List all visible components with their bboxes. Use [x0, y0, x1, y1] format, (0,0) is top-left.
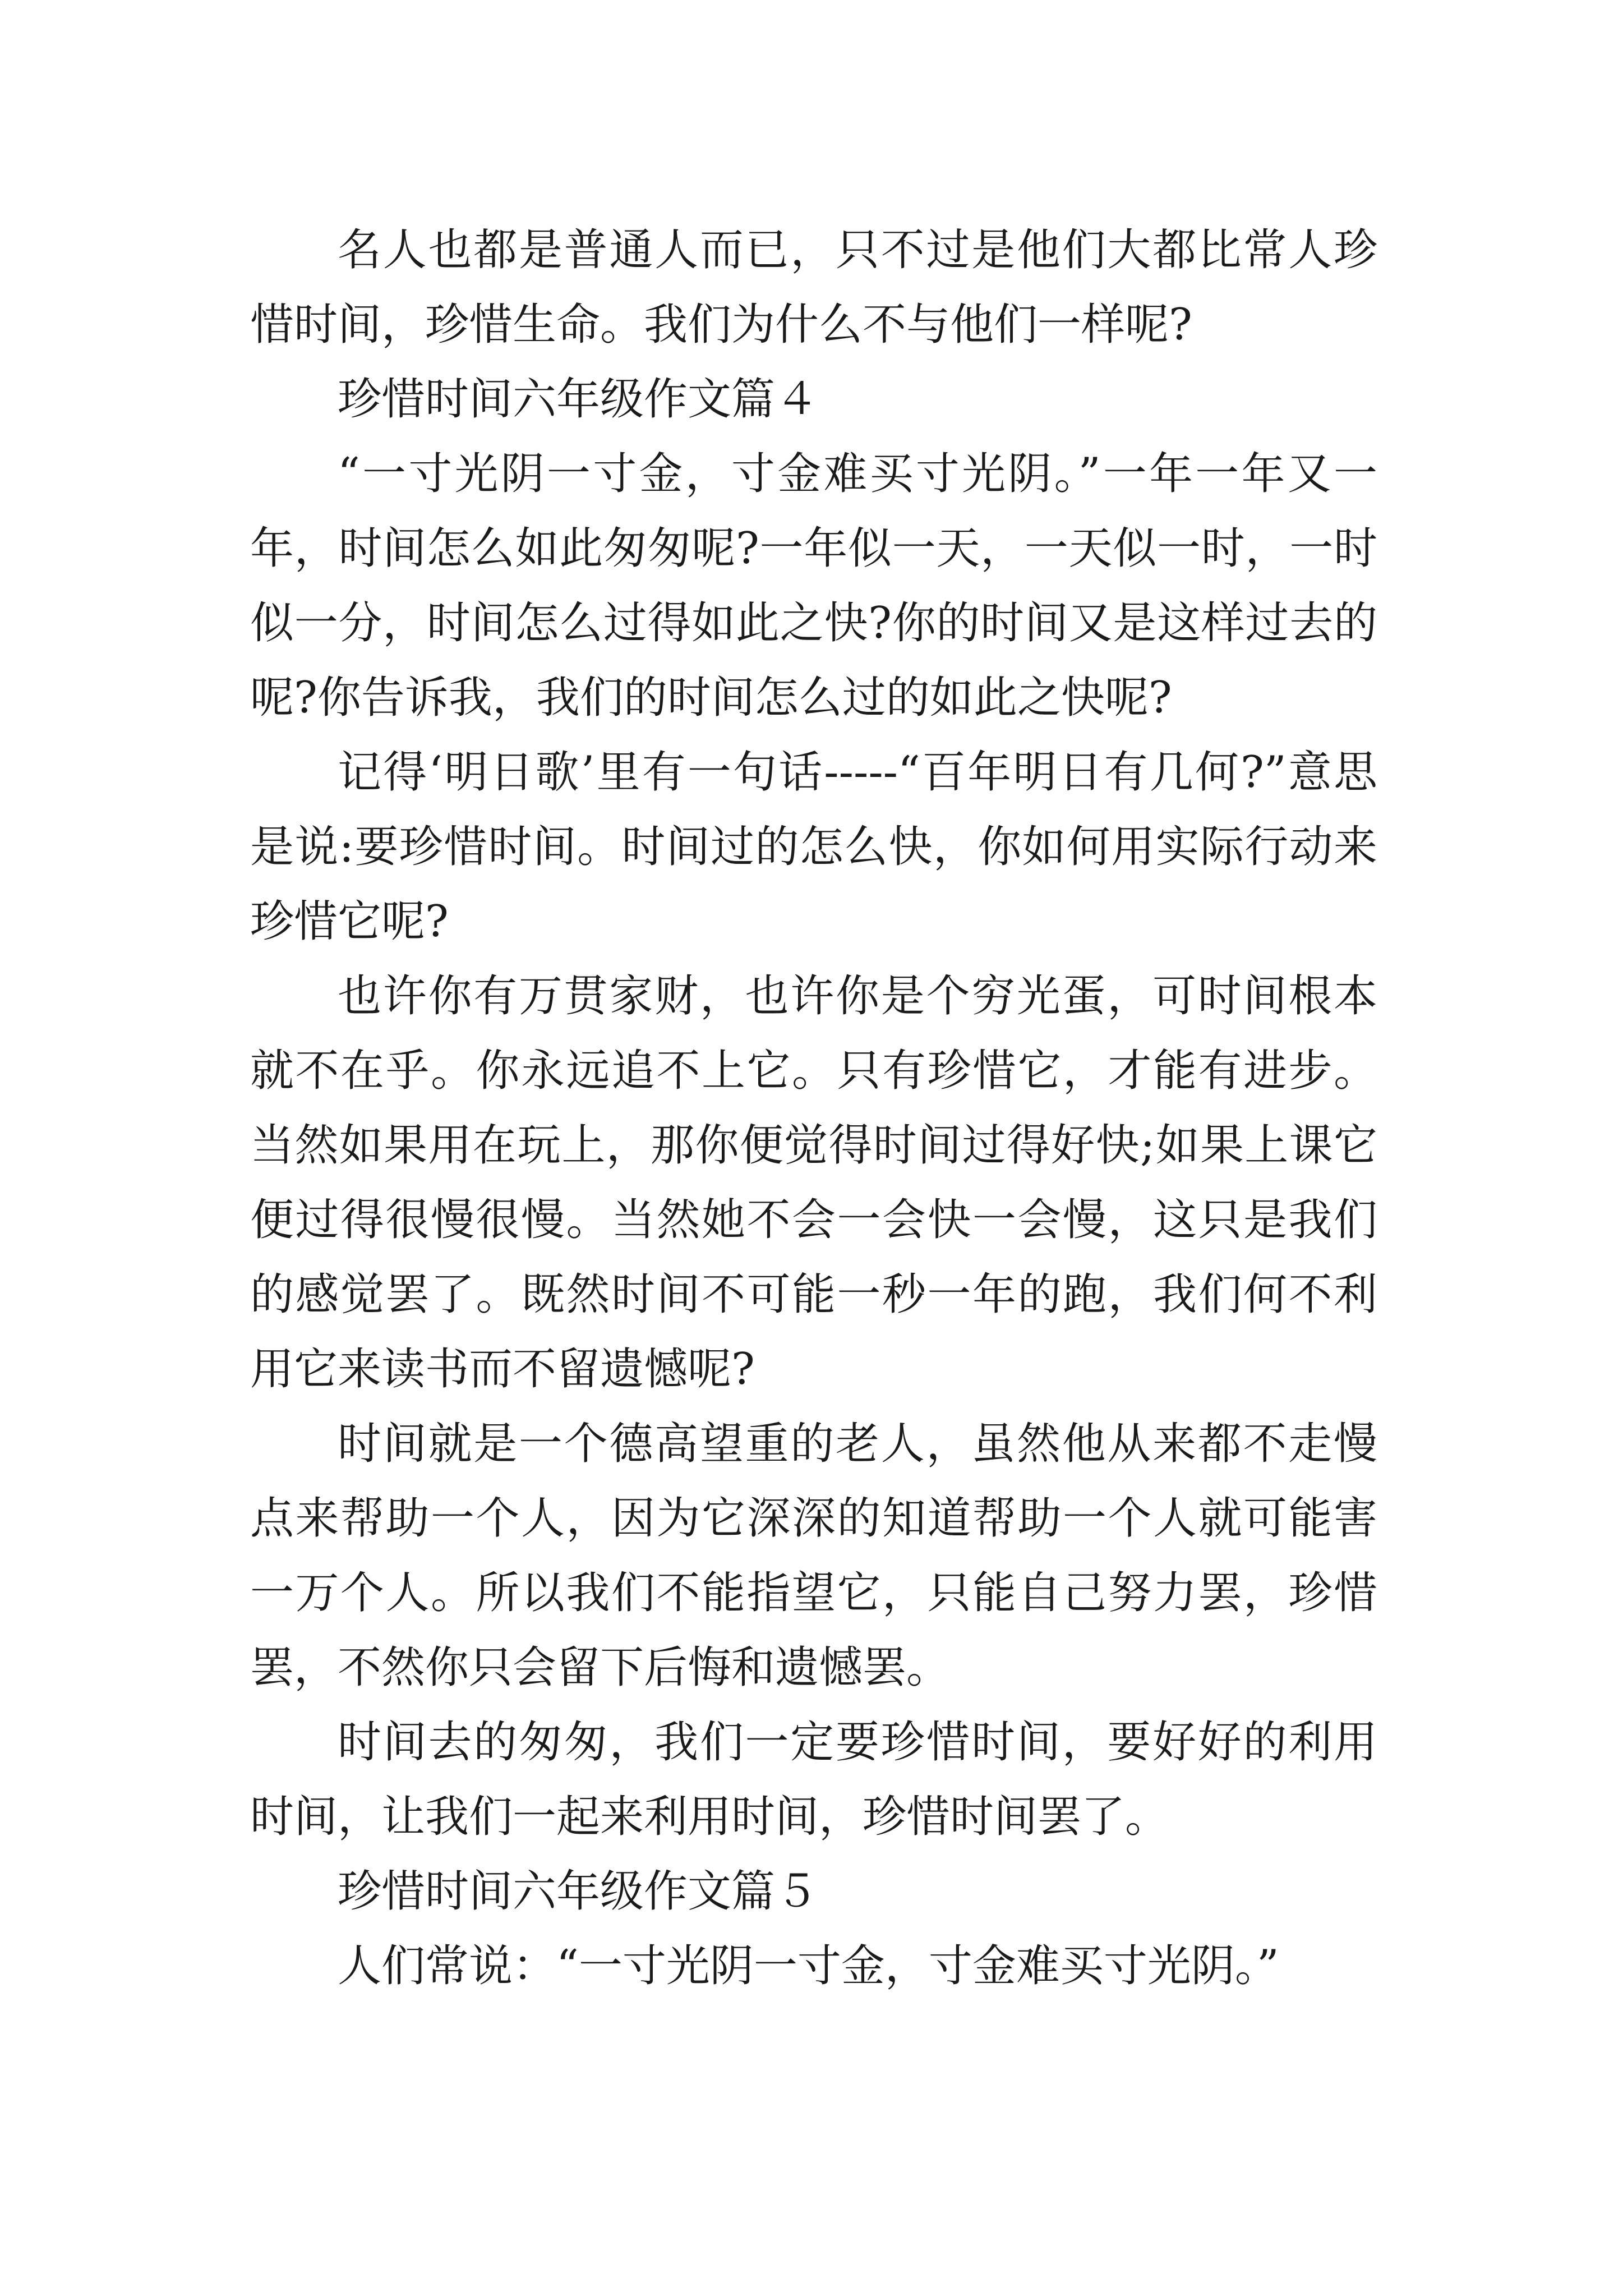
paragraph: 也许你有万贯家财，也许你是个穷光蛋，可时间根本就不在乎。你永远追不上它。只有珍惜它，才能有进步。当然如果用在玩上，那你便觉得时间过得好快;如果上课它便过得很慢很慢。当然她不会一会快一会慢，这只是我们的感觉罢了。既然时间不可能一秒一年的跑，我们何不利用它来读书而不留遗憾呢?	[250, 971, 1377, 1395]
document-body	[250, 213, 1377, 2004]
paragraph: 记得‘明日歌’里有一句话-----“百年明日有几何?”意思是说:要珍惜时间。时间过的怎么快，你如何用实际行动来珍惜它呢?	[250, 747, 1377, 947]
paragraph: 时间就是一个德高望重的老人，虽然他从来都不走慢点来帮助一个人，因为它深深的知道帮助一个人就可能害一万个人。所以我们不能指望它，只能自己努力罢，珍惜罢，不然你只会留下后悔和遗憾罢。	[250, 1419, 1377, 1693]
section-heading: 珍惜时间六年级作文篇５	[338, 1866, 819, 1917]
paragraph: “一寸光阴一寸金，寸金难买寸光阴。”一年一年又一年，时间怎么如此匆匆呢?一年似一天，一天似一时，一时似一分，时间怎么过得如此之快?你的时间又是这样过去的呢?你告诉我，我们的时间怎么过的如此之快呢?	[250, 449, 1377, 723]
section-heading: 珍惜时间六年级作文篇４	[338, 374, 819, 425]
paragraph: 时间去的匆匆，我们一定要珍惜时间，要好好的利用时间，让我们一起来利用时间，珍惜时间罢了。	[250, 1717, 1377, 1842]
paragraph: 人们常说：“一寸光阴一寸金，寸金难买寸光阴。”	[338, 1941, 1279, 1991]
paragraph: 名人也都是普通人而已，只不过是他们大都比常人珍惜时间，珍惜生命。我们为什么不与他们一样呢?	[250, 225, 1377, 350]
